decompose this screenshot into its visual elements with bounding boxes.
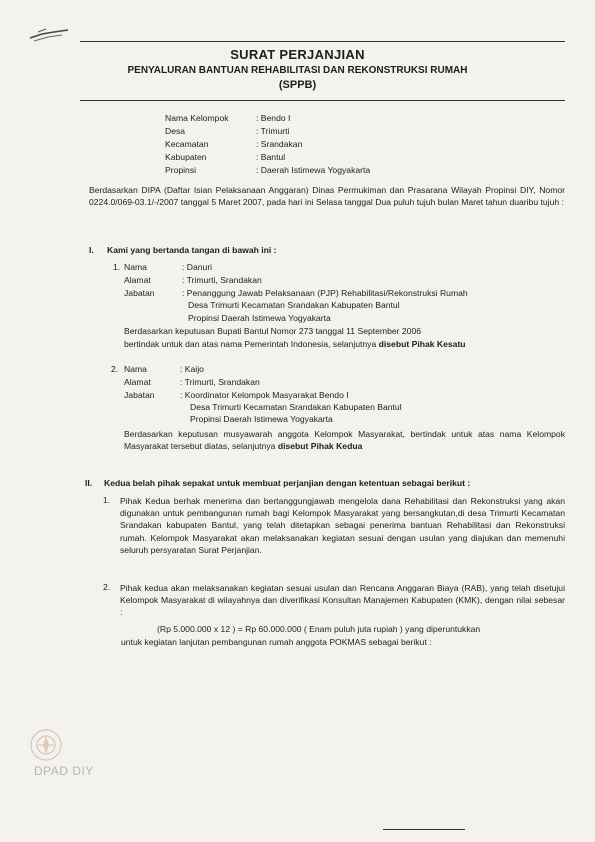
party1-address-value: : Trimurti, Srandakan [182, 275, 262, 285]
identity-value-province: : Daerah Istimewa Yogyakarta [256, 165, 371, 175]
amount-continuation: untuk kegiatan lanjutan pembangunan rumah anggota POKMAS sebagai berikut : [121, 637, 432, 647]
section2-heading: Kedua belah pihak sepakat untuk membuat perjanjian dengan ketentuan sebagai berikut : [104, 478, 471, 488]
amount-line: (Rp 5.000.000 x 12 ) = Rp 60.000.000 ( Enam puluh juta rupiah ) yang diperuntukkan [157, 624, 481, 634]
party2-position-cont1: Desa Trimurti Kecamatan Srandakan Kabupaten Bantul [190, 402, 402, 412]
party1-position-cont2: Propinsi Daerah Istimewa Yogyakarta [188, 313, 331, 323]
clause1-text: Pihak Kedua berhak menerima dan bertanggungjawab mengelola dana Rehabilitasi dan Rekonstruksi yang akan digunakan untuk pembangunan rumah bagi Kelompok Masyarakat yang bersangkutan,di desa Trimurti Kecamatan Srandakan kabupaten Bantul, yang telah ditetapkan sebagai penerima bantuan Rehabilitasi dan Rekonstruksi rumah. Kelompok Masyarakat akan melaksanakan kegiatan sesuai dengan usulan yang diajukan dan memenuhi seluruh persyaratan Surat Perjanjian. [120, 496, 565, 555]
intro-paragraph: Berdasarkan DIPA (Daftar Isian Pelaksanaan Anggaran) Dinas Permukiman dan Prasarana Wilayah Propinsi DIY, Nomor 0224.0/069-03.1/-/2007 tanggal 5 Maret 2007, pada hari ini Selasa tanggal Dua puluh tujuh bulan Maret tahun duaribu tujuh : [89, 185, 565, 208]
party2-basis-text: Berdasarkan keputusan musyawarah anggota Kelompok Masyarakat, bertindak untuk atas nama Kelompok Masyarakat tersebut diatas, selanjutnya [124, 429, 565, 452]
party1-basis: Berdasarkan keputusan Bupati Bantul Nomor 273 tanggal 11 September 2006 [124, 326, 422, 336]
party1-action [124, 339, 466, 349]
party1-role: disebut Pihak Kesatu [378, 339, 466, 349]
party2-position-value: : Koordinator Kelompok Masyarakat Bendo I [180, 390, 349, 400]
identity-label-group: Nama Kelompok [165, 113, 229, 123]
party1-action-text: bertindak untuk dan atas nama Pemerintah Indonesia, selanjutnya [124, 339, 377, 349]
regional-seal-icon [28, 727, 64, 763]
identity-value-regency: : Bantul [256, 152, 286, 162]
party2-position-cont2: Propinsi Daerah Istimewa Yogyakarta [190, 414, 333, 424]
party1-address-label: Alamat [124, 275, 151, 285]
identity-value-village: : Trimurti [256, 126, 290, 136]
clause2-text: Pihak kedua akan melaksanakan kegiatan sesuai usulan dan Rencana Anggaran Biaya (RAB), yang telah disetujui Kelompok Masyarakat di wilayahnya dan diverifikasi Konsultan Manajemen Kabupaten (KMK), dengan nilai sebesar : [120, 583, 565, 618]
party1-position-label: Jabatan [124, 288, 155, 298]
party2-address-label: Alamat [124, 377, 151, 387]
section2-number: II. [85, 478, 93, 488]
identity-value-district: : Srandakan [256, 139, 303, 149]
party2-name-label: Nama [124, 364, 147, 374]
party2-role: disebut Pihak Kedua [277, 441, 363, 452]
watermark-label: DPAD DIY [34, 764, 94, 778]
bottom-rule [383, 829, 465, 830]
identity-label-regency: Kabupaten [165, 152, 207, 162]
doc-subtitle: PENYALURAN BANTUAN REHABILITASI DAN REKONSTRUKSI RUMAH [127, 65, 468, 76]
identity-label-district: Kecamatan [165, 139, 209, 149]
party1-number: 1. [113, 262, 121, 272]
clause2-number: 2. [103, 582, 111, 592]
party1-name-label: Nama [124, 262, 147, 272]
party2-position-label: Jabatan [124, 390, 155, 400]
corner-scribble-mark [28, 26, 70, 46]
party2-name-value: : Kaijo [180, 364, 204, 374]
party1-position-cont1: Desa Trimurti Kecamatan Srandakan Kabupaten Bantul [188, 300, 400, 310]
party1-name-value: : Danuri [182, 262, 213, 272]
party2-address-value: : Trimurti, Srandakan [180, 377, 260, 387]
party2-basis [124, 428, 565, 452]
doc-title: SURAT PERJANJIAN [230, 47, 365, 62]
doc-code: (SPPB) [278, 79, 317, 91]
identity-label-province: Propinsi [165, 165, 197, 175]
party2-number: 2. [111, 364, 119, 374]
identity-label-village: Desa [165, 126, 186, 136]
identity-value-group: : Bendo I [256, 113, 291, 123]
section1-heading: Kami yang bertanda tangan di bawah ini : [107, 245, 277, 255]
party1-position-value: : Penanggung Jawab Pelaksanaan (PJP) Rehabilitasi/Rekonstruksi Rumah [182, 288, 468, 298]
clause1-number: 1. [103, 495, 111, 505]
section1-number: I. [89, 245, 94, 255]
